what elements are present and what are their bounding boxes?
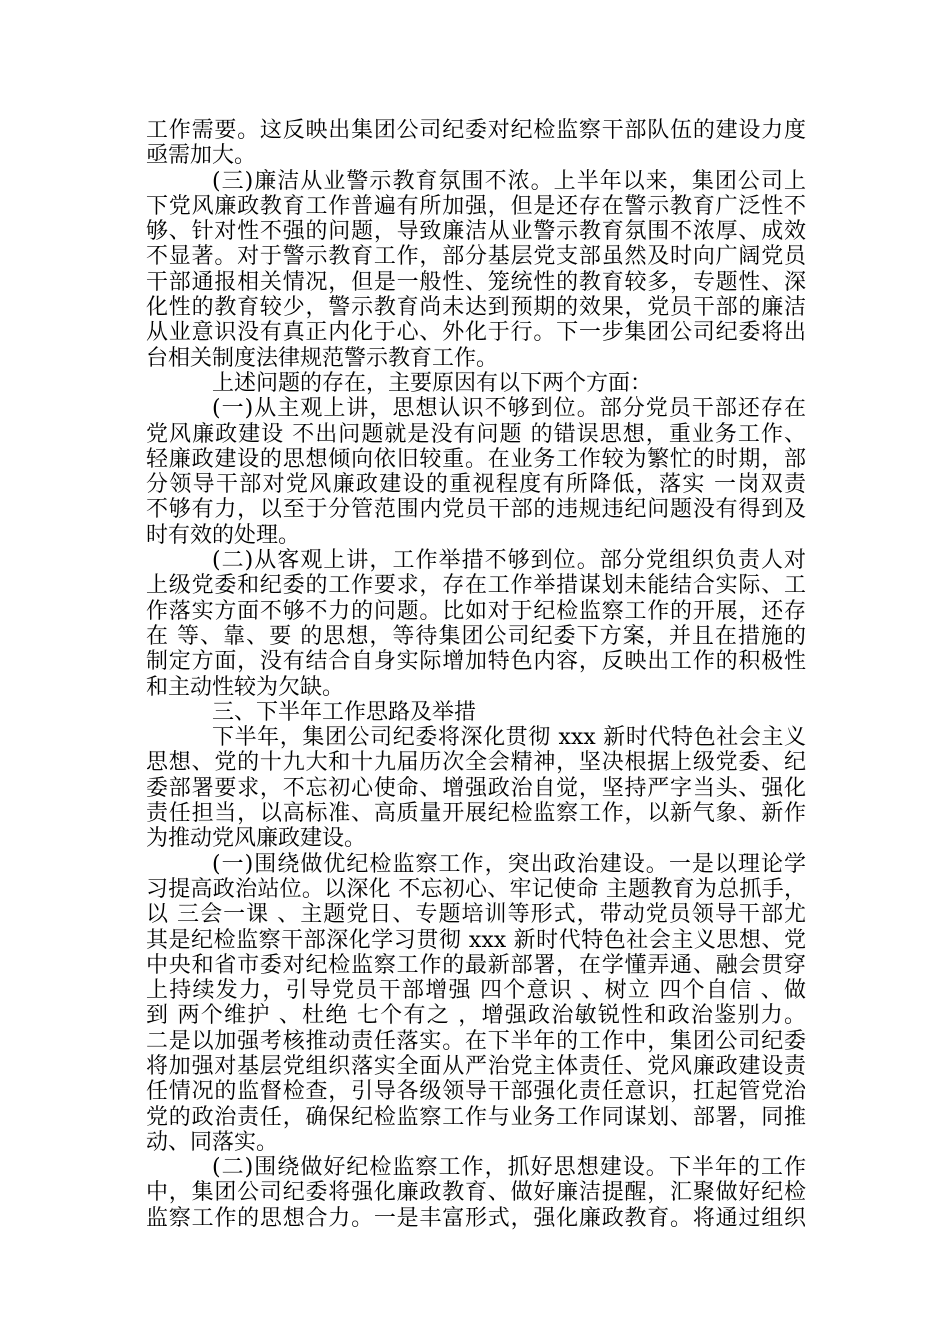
text-line: 够、针对性不强的问题，导致廉洁从业警示教育氛围不浓厚、成效	[146, 219, 806, 245]
text-line: 上级党委和纪委的工作要求，存在工作举措谋划未能结合实际、工	[146, 573, 806, 599]
text-line: 中央和省市委对纪检监察工作的最新部署，在学懂弄通、融会贯穿	[146, 952, 806, 978]
text-line: 动、同落实。	[146, 1129, 279, 1155]
text-line: 二是以加强考核推动责任落实。在下半年的工作中，集团公司纪委	[146, 1028, 806, 1054]
text-line: 轻廉政建设的思想倾向依旧较重。在业务工作较为繁忙的时期，部	[146, 446, 806, 472]
text-line: 分领导干部对党风廉政建设的重视程度有所降低，落实 一岗双责	[146, 472, 806, 498]
document-page	[146, 118, 806, 1231]
text-line: 到 两个维护 、杜绝 七个有之 ，增强政治敏锐性和政治鉴别力。	[146, 1003, 806, 1029]
text-line: 亟需加大。	[146, 143, 257, 169]
text-line: 台相关制度法律规范警示教育工作。	[146, 345, 499, 371]
paragraph-start-line: 下半年，集团公司纪委将深化贯彻 xxx 新时代特色社会主义	[212, 725, 806, 751]
text-line: 以 三会一课 、主题党日、专题培训等形式，带动党员领导干部尤	[146, 902, 806, 928]
text-line: 时有效的处理。	[146, 522, 301, 548]
text-line: 委部署要求，不忘初心使命、增强政治自觉，坚持严字当头、强化	[146, 775, 806, 801]
paragraph-start-line: 上述问题的存在，主要原因有以下两个方面：	[212, 370, 653, 396]
text-line: 不显著。对于警示教育工作，部分基层党支部虽然及时向广阔党员	[146, 244, 806, 270]
text-line: 作落实方面不够不力的问题。比如对于纪检监察工作的开展，还存	[146, 598, 806, 624]
text-line: 中，集团公司纪委将强化廉政教育、做好廉洁提醒，汇聚做好纪检	[146, 1180, 806, 1206]
text-line: 上持续发力，引导党员干部增强 四个意识 、树立 四个自信 、做	[146, 978, 806, 1004]
paragraph-start-line: (一)从主观上讲，思想认识不够到位。部分党员干部还存在	[212, 396, 806, 422]
text-line: 制定方面，没有结合自身实际增加特色内容，反映出工作的积极性	[146, 649, 806, 675]
text-line: 党风廉政建设 不出问题就是没有问题 的错误思想，重业务工作、	[146, 421, 806, 447]
text-line: 责任担当，以高标准、高质量开展纪检监察工作，以新气象、新作	[146, 801, 806, 827]
text-line: 将加强对基层党组织落实全面从严治党主体责任、党风廉政建设责	[146, 1053, 806, 1079]
paragraph-start-line: (一)围绕做优纪检监察工作，突出政治建设。一是以理论学	[212, 851, 806, 877]
text-line: 从业意识没有真正内化于心、外化于行。下一步集团公司纪委将出	[146, 320, 806, 346]
section-heading: 三、下半年工作思路及举措	[212, 699, 477, 725]
paragraph-start-line: (二)从客观上讲，工作举措不够到位。部分党组织负责人对	[212, 548, 806, 574]
paragraph-start-line: (二)围绕做好纪检监察工作，抓好思想建设。下半年的工作	[212, 1155, 806, 1181]
text-line: 其是纪检监察干部深化学习贯彻 xxx 新时代特色社会主义思想、党	[146, 927, 806, 953]
text-line: 下党风廉政教育工作普遍有所加强，但是还存在警示教育广泛性不	[146, 193, 806, 219]
text-line: 监察工作的思想合力。一是丰富形式，强化廉政教育。将通过组织	[146, 1205, 806, 1231]
text-line: 党的政治责任，确保纪检监察工作与业务工作同谋划、部署，同推	[146, 1104, 806, 1130]
text-line: 思想、党的十九大和十九届历次全会精神，坚决根据上级党委、纪	[146, 750, 806, 776]
text-line: 化性的教育较少，警示教育尚未达到预期的效果，党员干部的廉洁	[146, 295, 806, 321]
paragraph-start-line: (三)廉洁从业警示教育氛围不浓。上半年以来，集团公司上	[212, 168, 806, 194]
text-line: 干部通报相关情况，但是一般性、笼统性的教育较多，专题性、深	[146, 269, 806, 295]
text-line: 任情况的监督检查，引导各级领导干部强化责任意识，扛起管党治	[146, 1079, 806, 1105]
text-line: 在 等、靠、要 的思想，等待集团公司纪委下方案，并且在措施的	[146, 623, 806, 649]
text-line: 不够有力，以至于分管范围内党员干部的违规违纪问题没有得到及	[146, 497, 806, 523]
text-line: 习提高政治站位。以深化 不忘初心、牢记使命 主题教育为总抓手，	[146, 876, 806, 902]
text-line: 工作需要。这反映出集团公司纪委对纪检监察干部队伍的建设力度	[146, 118, 806, 143]
text-line: 和主动性较为欠缺。	[146, 674, 345, 700]
text-line: 为推动党风廉政建设。	[146, 826, 367, 852]
